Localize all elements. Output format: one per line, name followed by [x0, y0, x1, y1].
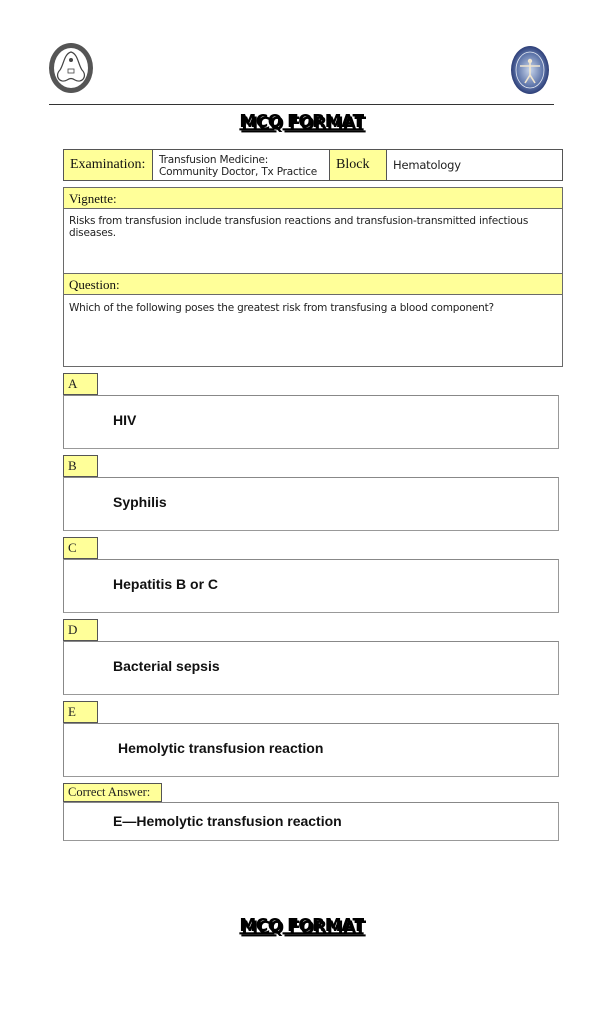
examination-value-line1: Transfusion Medicine: [159, 153, 269, 166]
vitruvian-globe-icon [510, 45, 550, 95]
option-a-letter: A [63, 373, 98, 395]
option-a-text: HIV [113, 412, 137, 428]
question-label: Question: [64, 273, 562, 295]
university-seal-logo [48, 42, 94, 94]
option-b-letter: B [63, 455, 98, 477]
question-text: Which of the following poses the greatest risk from transfusing a blood component? [69, 302, 494, 314]
vignette-text: Risks from transfusion include transfusion reactions and transfusion-transmitted infectious diseases. [69, 215, 529, 239]
correct-answer-text: E—Hemolytic transfusion reaction [113, 813, 342, 829]
correct-answer-label: Correct Answer: [63, 783, 162, 802]
footer-title: MCQ FORMAT [239, 915, 364, 937]
option-a-box[interactable] [63, 395, 559, 449]
option-b-text: Syphilis [113, 494, 167, 510]
examination-value-line2: Community Doctor, Tx Practice [159, 165, 318, 178]
page-title: MCQ FORMAT [239, 111, 364, 133]
option-d-box[interactable] [63, 641, 559, 695]
correct-answer-box [63, 802, 559, 841]
examination-value [153, 150, 330, 181]
option-d-letter: D [63, 619, 98, 641]
vignette-section [63, 187, 563, 367]
option-e-text: Hemolytic transfusion reaction [118, 740, 324, 756]
option-b-box[interactable] [63, 477, 559, 531]
block-label: Block [330, 150, 387, 181]
block-value: Hematology [387, 150, 563, 181]
option-d-text: Bacterial sepsis [113, 658, 220, 674]
exam-info-table [63, 149, 563, 181]
vitruvian-globe-logo [510, 45, 550, 95]
option-e-letter: E [63, 701, 98, 723]
examination-label: Examination: [64, 150, 153, 181]
university-seal-icon [48, 42, 94, 94]
option-c-box[interactable] [63, 559, 559, 613]
header-rule [49, 104, 554, 105]
vignette-label: Vignette: [64, 188, 562, 209]
option-e-box[interactable] [63, 723, 559, 777]
option-c-text: Hepatitis B or C [113, 576, 219, 592]
option-c-letter: C [63, 537, 98, 559]
